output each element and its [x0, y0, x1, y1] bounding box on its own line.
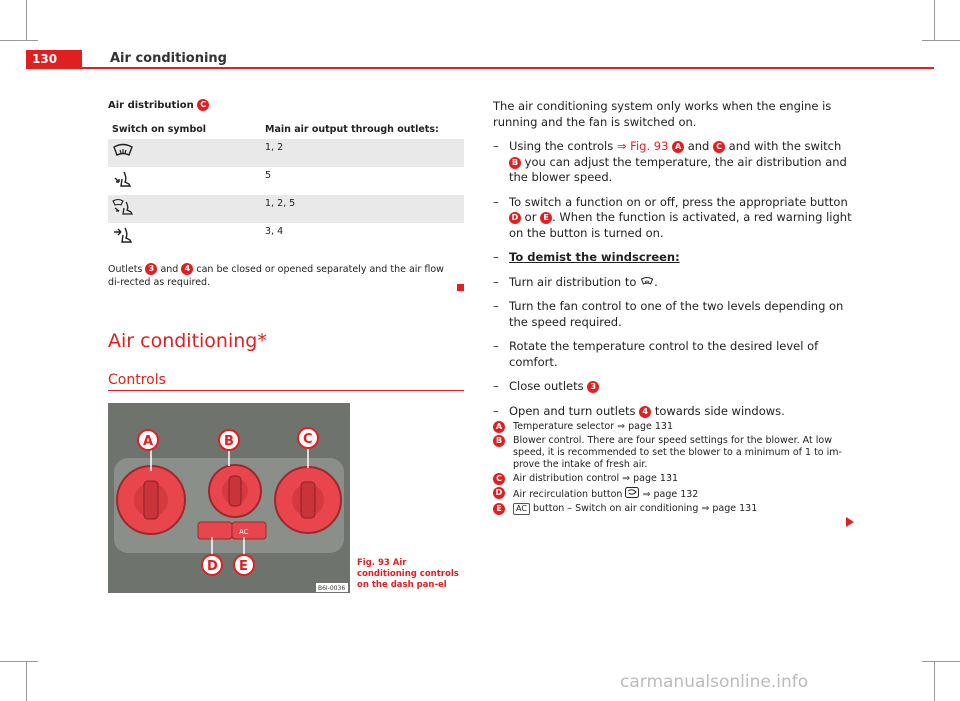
- legend-key: C: [493, 473, 505, 485]
- air-distribution-table: [108, 119, 464, 251]
- col-header: Switch on symbol: [108, 119, 261, 139]
- legend-item: C Air distribution control ⇒ page 131: [493, 473, 853, 485]
- ref-badge: C: [197, 99, 209, 111]
- crop-mark: [26, 661, 27, 701]
- legend-key: A: [493, 421, 505, 433]
- crop-mark: [922, 40, 960, 41]
- legend-key: B: [493, 435, 505, 447]
- footwell-air-icon: [112, 170, 134, 188]
- table-row: [108, 223, 464, 251]
- legend-item: E AC button – Switch on air conditioning ⇒ page 131: [493, 503, 853, 515]
- crop-mark: [0, 40, 38, 41]
- table-header: [108, 119, 464, 139]
- watermark: carmanualsonline.info: [620, 672, 809, 692]
- figure-photo: [108, 403, 350, 593]
- figure-label-c: [298, 428, 318, 448]
- table-row: [108, 167, 464, 195]
- step-item: – Rotate the temperature control to the desired level of comfort.: [493, 339, 819, 369]
- air-distribution-title: Air distribution C: [108, 99, 464, 111]
- ref-badge: 4: [181, 263, 193, 275]
- controls-illustration: [108, 403, 350, 593]
- ac-button-label: AC: [513, 503, 530, 515]
- figure-legend: [493, 421, 853, 517]
- legend-key: E: [493, 503, 505, 515]
- face-air-icon: [112, 226, 134, 244]
- step-item: – To demist the windscreen:: [493, 250, 680, 264]
- svg-text:C: C: [303, 432, 313, 447]
- legend-item: A Temperature selector ⇒ page 131: [493, 421, 853, 433]
- right-column: [493, 99, 853, 428]
- ref-badge: D: [509, 212, 521, 224]
- svg-text:A: A: [143, 434, 154, 449]
- svg-text:D: D: [207, 559, 218, 574]
- crop-mark: [922, 661, 960, 662]
- figure-caption: Fig. 93 Air conditioning controls on the dash pan-el: [357, 558, 459, 590]
- section-title: Air conditioning*: [108, 330, 267, 352]
- step-item: – Turn air distribution to .: [493, 274, 658, 289]
- left-column: [108, 99, 464, 289]
- section-end-mark: [457, 284, 464, 291]
- ref-badge: E: [540, 212, 552, 224]
- step-item: – Open and turn outlets 4 towards side windows.: [493, 403, 785, 418]
- col-header: Main air output through outlets:: [261, 119, 464, 139]
- windscreen-demist-icon: [640, 276, 654, 287]
- header-divider: [26, 67, 934, 69]
- ac-button-text: AC: [239, 528, 249, 536]
- outlets-note: Outlets 3 and 4 can be closed or opened separately and the air flow di-rected as required.: [108, 264, 444, 288]
- outlets-cell: 3, 4: [265, 226, 284, 237]
- svg-text:B: B: [224, 434, 234, 449]
- figure-code: B6I-0036: [318, 585, 346, 592]
- recirculation-icon: [625, 487, 639, 498]
- crop-mark: [934, 0, 935, 40]
- table-row: [108, 139, 464, 167]
- figure-label-d: [202, 555, 222, 575]
- subsection-divider: [108, 390, 464, 391]
- outlets-cell: 1, 2, 5: [261, 195, 464, 223]
- ref-badge: 3: [145, 263, 157, 275]
- figure-label-b: [219, 430, 239, 450]
- ref-badge: 4: [639, 406, 651, 418]
- step-item: – To switch a function on or off, press the appropriate button D or E . When the function is activated, a red warning light on the button is turned on.: [493, 194, 852, 240]
- legend-item: D Air recirculation button ⇒ page 132: [493, 487, 853, 501]
- step-item: – Turn the fan control to one of the two levels depending on the speed required.: [493, 299, 844, 329]
- svg-text:E: E: [239, 559, 248, 574]
- demist-heading: To demist the windscreen:: [509, 250, 680, 264]
- legend-key: D: [493, 487, 505, 499]
- crop-mark: [934, 661, 935, 701]
- outlets-cell: 1, 2: [261, 139, 464, 167]
- ref-badge: 3: [587, 381, 599, 393]
- legend-item: B Blower control. There are four speed settings for the blower. At low speed, it is recommended to set the blower to a minimum of 1 to im-prove the intake of fresh air.: [493, 435, 853, 471]
- ref-badge: B: [509, 157, 521, 169]
- step-item: – Close outlets 3: [493, 379, 853, 395]
- figure-link[interactable]: ⇒ Fig. 93: [616, 139, 669, 153]
- table-row: [108, 195, 464, 223]
- header-title: Air conditioning: [110, 51, 227, 66]
- outlets-cell: 5: [265, 170, 272, 181]
- crop-mark: [0, 661, 38, 662]
- figure-label-a: [138, 430, 158, 450]
- continue-arrow-icon: [846, 517, 854, 527]
- figure-label-e: [234, 555, 254, 575]
- step-item: – Using the controls ⇒ Fig. 93 A and C and with the switch B you can adjust the temperature, the air distribution and the blower speed.: [493, 139, 847, 184]
- windscreen-footwell-air-icon: [112, 198, 134, 216]
- intro-paragraph: The air conditioning system only works when the engine is running and the fan is switched on.: [493, 99, 832, 129]
- windscreen-demist-icon: [112, 142, 134, 160]
- ref-badge: C: [713, 141, 725, 153]
- crop-mark: [26, 0, 27, 40]
- page-number: 130: [26, 50, 82, 68]
- ref-badge: A: [672, 141, 684, 153]
- subsection-title: Controls: [108, 372, 166, 388]
